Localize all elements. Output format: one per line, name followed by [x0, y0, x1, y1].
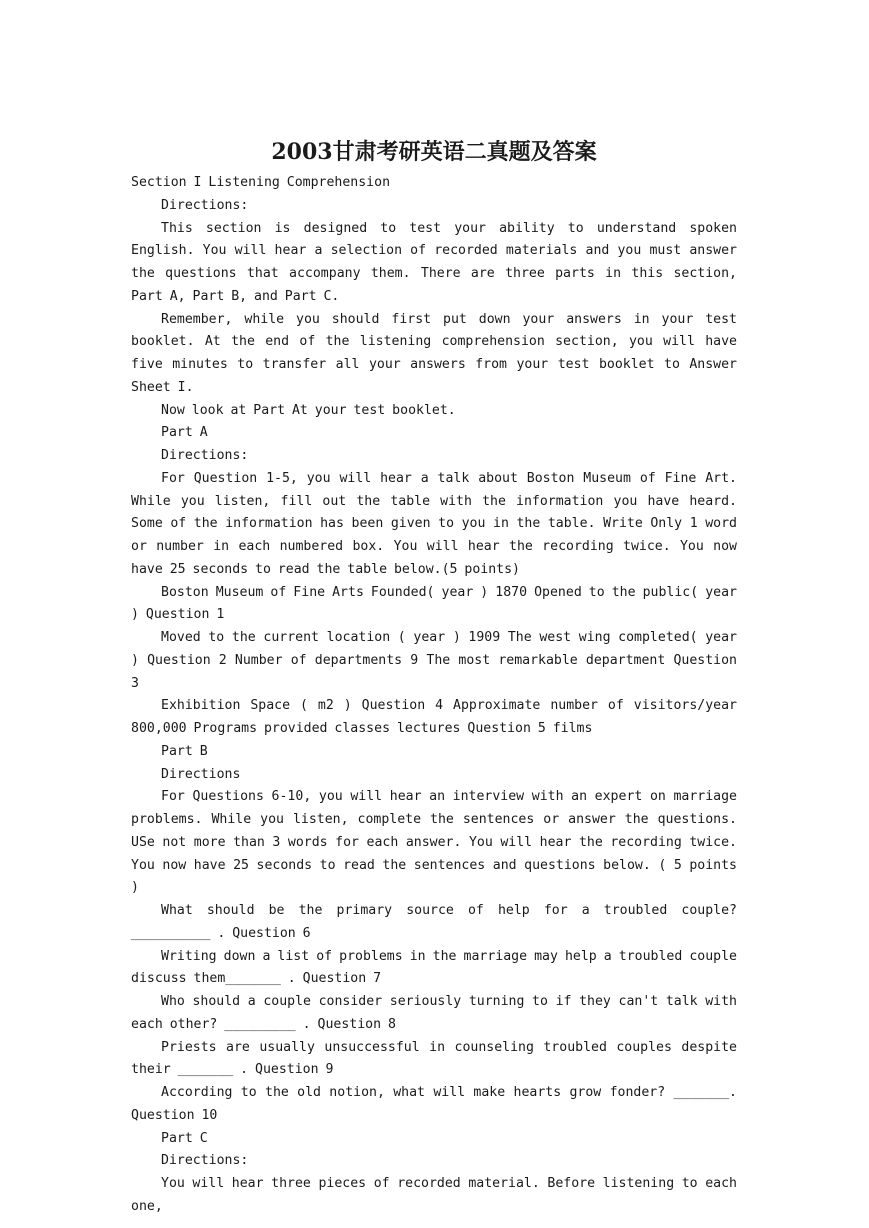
paragraph: This section is designed to test your ability to understand spoken English. You will hear a selection of recorded materials and you must answer the questions that accompany them. There are three parts in this section, Part A, Part B, and Part C. — [131, 220, 737, 304]
paragraph: For Questions 6-10, you will hear an interview with an expert on marriage problems. While you listen, complete the sentences or answer the questions. USe not more than 3 words for each answer. You will hear the recording twice. You now have 25 seconds to read the sentences and questions below. ( 5 points ) — [131, 789, 737, 896]
question-9: Priests are usually unsuccessful in counseling troubled couples despite their _______ . Question 9 — [131, 1039, 737, 1078]
paragraph: Remember, while you should first put down your answers in your test booklet. At the end of the listening comprehension section, you will have five minutes to transfer all your answers from your test booklet to Answer Sheet I. — [131, 311, 737, 395]
section-heading: Section I Listening Comprehension — [131, 175, 391, 190]
paragraph: Exhibition Space ( m2 ) Question 4 Approximate number of visitors/year 800,000 Programs provided classes lectures Question 5 films — [131, 698, 737, 736]
question-10: According to the old notion, what will make hearts grow fonder? _______. Question 10 — [131, 1085, 737, 1123]
paragraph: You will hear three pieces of recorded material. Before listening to each one, — [131, 1176, 737, 1214]
paragraph: Directions: — [161, 1153, 249, 1169]
paragraph: Directions — [161, 766, 241, 782]
document-title: 2003甘肃考研英语二真题及答案 — [271, 139, 597, 165]
paragraph: Moved to the current location ( year ) 1909 The west wing completed( year ) Question 2 Number of departments 9 The most remarkable department Question 3 — [131, 630, 737, 691]
question-8: Who should a couple consider seriously turning to if they can't talk with each other? _________ . Question 8 — [131, 994, 737, 1032]
paragraph: For Question 1-5, you will hear a talk about Boston Museum of Fine Art. While you listen, fill out the table with the information you have heard. Some of the information has been given to you in the table. Write Only 1 word or number in each numbered box. You will hear the recording twice. You now have 25 seconds to read the table below.(5 points) — [131, 470, 737, 577]
paragraph: Boston Museum of Fine Arts Founded( year ) 1870 Opened to the public( year ) Question 1 — [131, 584, 737, 623]
part-heading: Part A — [161, 425, 208, 441]
paragraph: Directions: — [161, 197, 249, 213]
document-body — [131, 172, 737, 1219]
paragraph: Directions: — [161, 448, 249, 463]
part-heading: Part B — [161, 743, 208, 759]
paragraph: Now look at Part At your test booklet. — [161, 402, 456, 418]
part-heading: Part C — [161, 1130, 208, 1146]
question-7: Writing down a list of problems in the marriage may help a troubled couple discuss them_______ . Question 7 — [131, 948, 737, 987]
question-6: What should be the primary source of help for a troubled couple? __________ . Question 6 — [131, 903, 737, 941]
document-page — [131, 136, 737, 1219]
